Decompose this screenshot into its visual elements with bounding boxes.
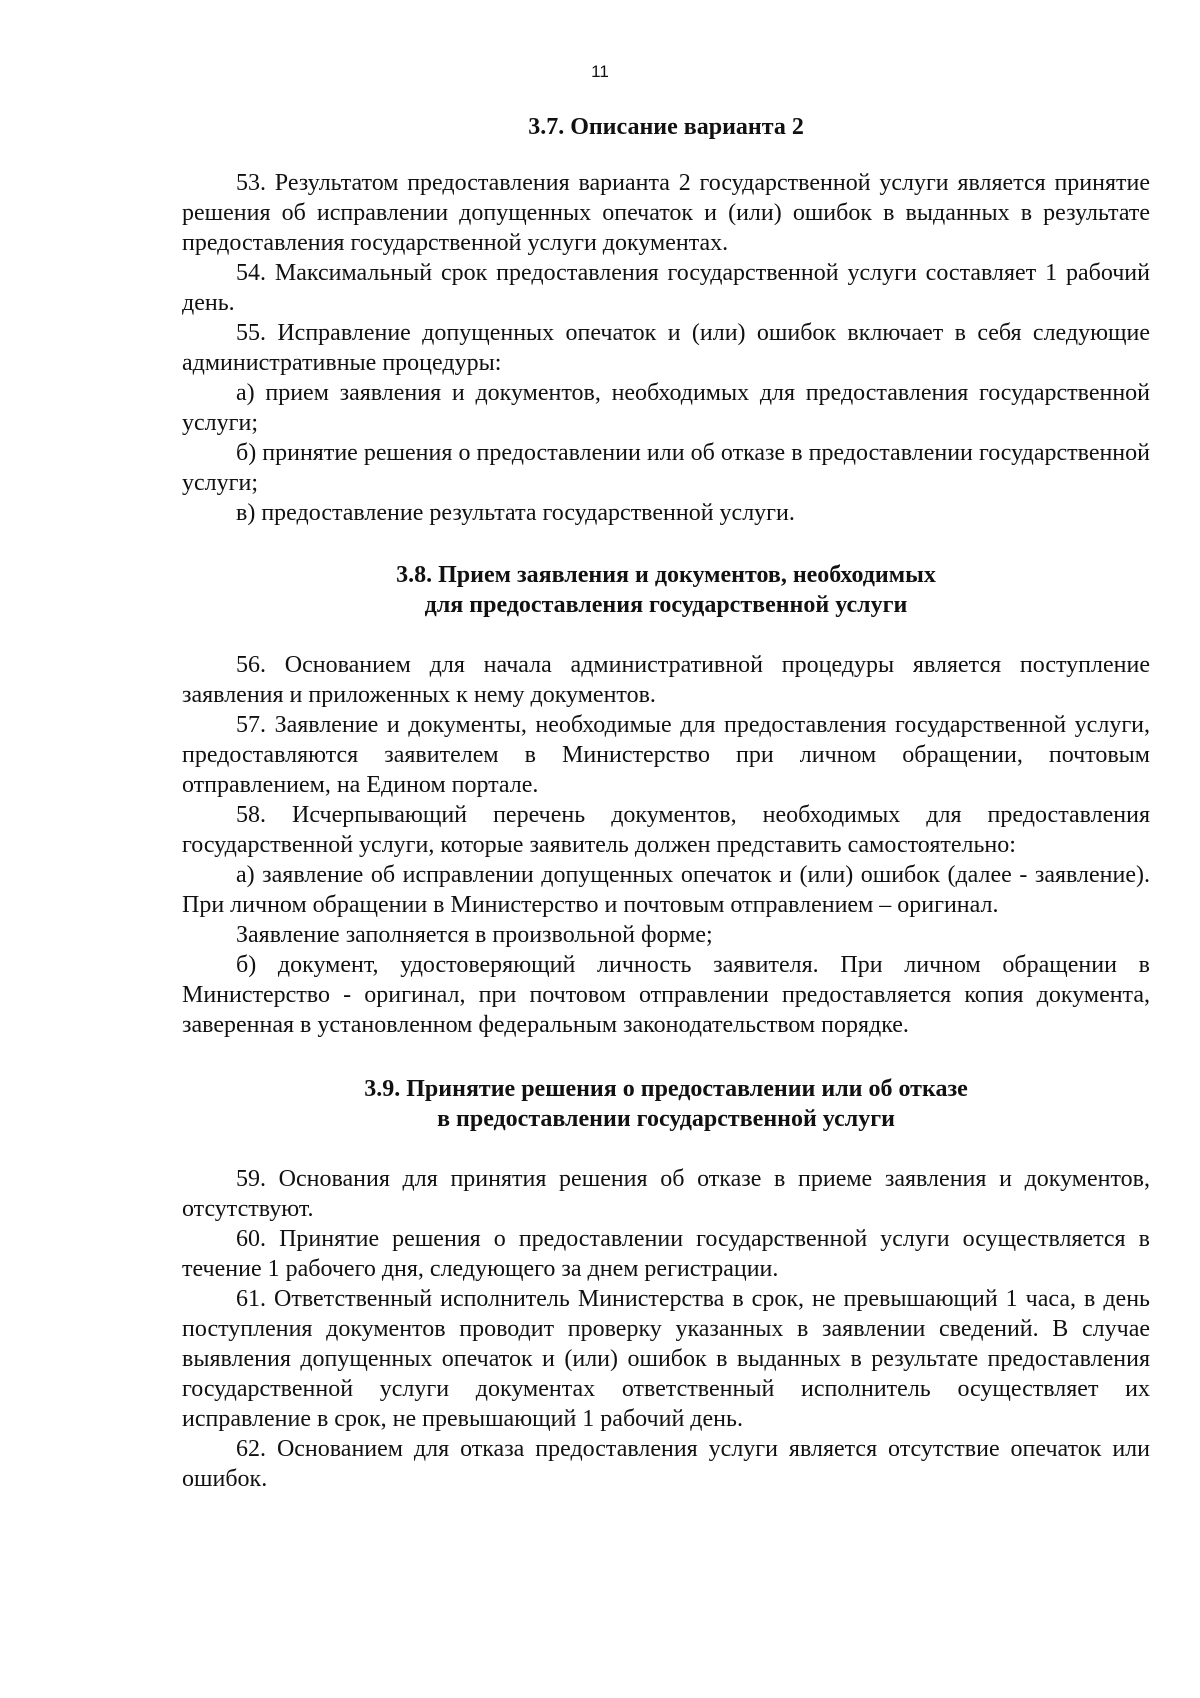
heading-line: 3.7. Описание варианта 2 xyxy=(528,114,804,140)
section-heading xyxy=(182,1074,1150,1134)
heading-line: в предоставлении государственной услуги xyxy=(437,1106,895,1132)
paragraph-61: 61. Ответственный исполнитель Министерства в срок, не превышающий 1 часа, в день поступления документов проводит проверку указанных в заявлении сведений. В случае выявления допущенных опечаток и (или) ошибок в выданных в результате предоставления государственной услуги документах ответственный исполнитель осуществляет их исправление в срок, не превышающий 1 рабочий день. xyxy=(182,1286,1150,1432)
paragraph-note: Заявление заполняется в произвольной форме; xyxy=(236,922,713,948)
paragraph-60: 60. Принятие решения о предоставлении государственной услуги осуществляется в течение 1 рабочего дня, следующего за днем регистрации. xyxy=(182,1226,1150,1282)
page-number: 11 xyxy=(591,62,609,81)
paragraph-55: 55. Исправление допущенных опечаток и (или) ошибок включает в себя следующие административные процедуры: xyxy=(182,320,1150,376)
section-3-9 xyxy=(182,1074,1150,1494)
paragraph-58: 58. Исчерпывающий перечень документов, необходимых для предоставления государственной услуги, которые заявитель должен представить самостоятельно: xyxy=(182,802,1150,858)
list-item-v: в) предоставление результата государственной услуги. xyxy=(236,500,795,526)
list-item-b: б) документ, удостоверяющий личность заявителя. При личном обращении в Министерство - оригинал, при почтовом отправлении предоставляется копия документа, заверенная в установленном федеральным законодательством порядке. xyxy=(182,952,1150,1038)
paragraph-53: 53. Результатом предоставления варианта 2 государственной услуги является принятие решения об исправлении допущенных опечаток и (или) ошибок в выданных в результате предоставления государственной услуги документах. xyxy=(182,170,1150,256)
paragraph-54: 54. Максимальный срок предоставления государственной услуги составляет 1 рабочий день. xyxy=(182,260,1150,316)
section-heading xyxy=(182,112,1150,142)
list-item-b: б) принятие решения о предоставлении или об отказе в предоставлении государственной услуги; xyxy=(182,440,1150,496)
section-3-7 xyxy=(182,112,1150,528)
list-item-a: а) прием заявления и документов, необходимых для предоставления государственной услуги; xyxy=(182,380,1150,436)
paragraph-59: 59. Основания для принятия решения об отказе в приеме заявления и документов, отсутствуют. xyxy=(182,1166,1150,1222)
list-item-a: а) заявление об исправлении допущенных опечаток и (или) ошибок (далее - заявление). При личном обращении в Министерство и почтовым отправлением – оригинал. xyxy=(182,862,1150,918)
section-3-8 xyxy=(182,560,1150,1040)
document-body xyxy=(182,112,1150,1494)
paragraph-56: 56. Основанием для начала административной процедуры является поступление заявления и приложенных к нему документов. xyxy=(182,652,1150,708)
section-heading xyxy=(182,560,1150,620)
heading-line: для предоставления государственной услуги xyxy=(424,592,908,618)
heading-line: 3.9. Принятие решения о предоставлении или об отказе xyxy=(364,1076,968,1102)
heading-line: 3.8. Прием заявления и документов, необходимых xyxy=(396,562,936,588)
paragraph-62: 62. Основанием для отказа предоставления услуги является отсутствие опечаток или ошибок. xyxy=(182,1436,1150,1492)
paragraph-57: 57. Заявление и документы, необходимые для предоставления государственной услуги, предоставляются заявителем в Министерство при личном обращении, почтовым отправлением, на Едином портале. xyxy=(182,712,1150,798)
